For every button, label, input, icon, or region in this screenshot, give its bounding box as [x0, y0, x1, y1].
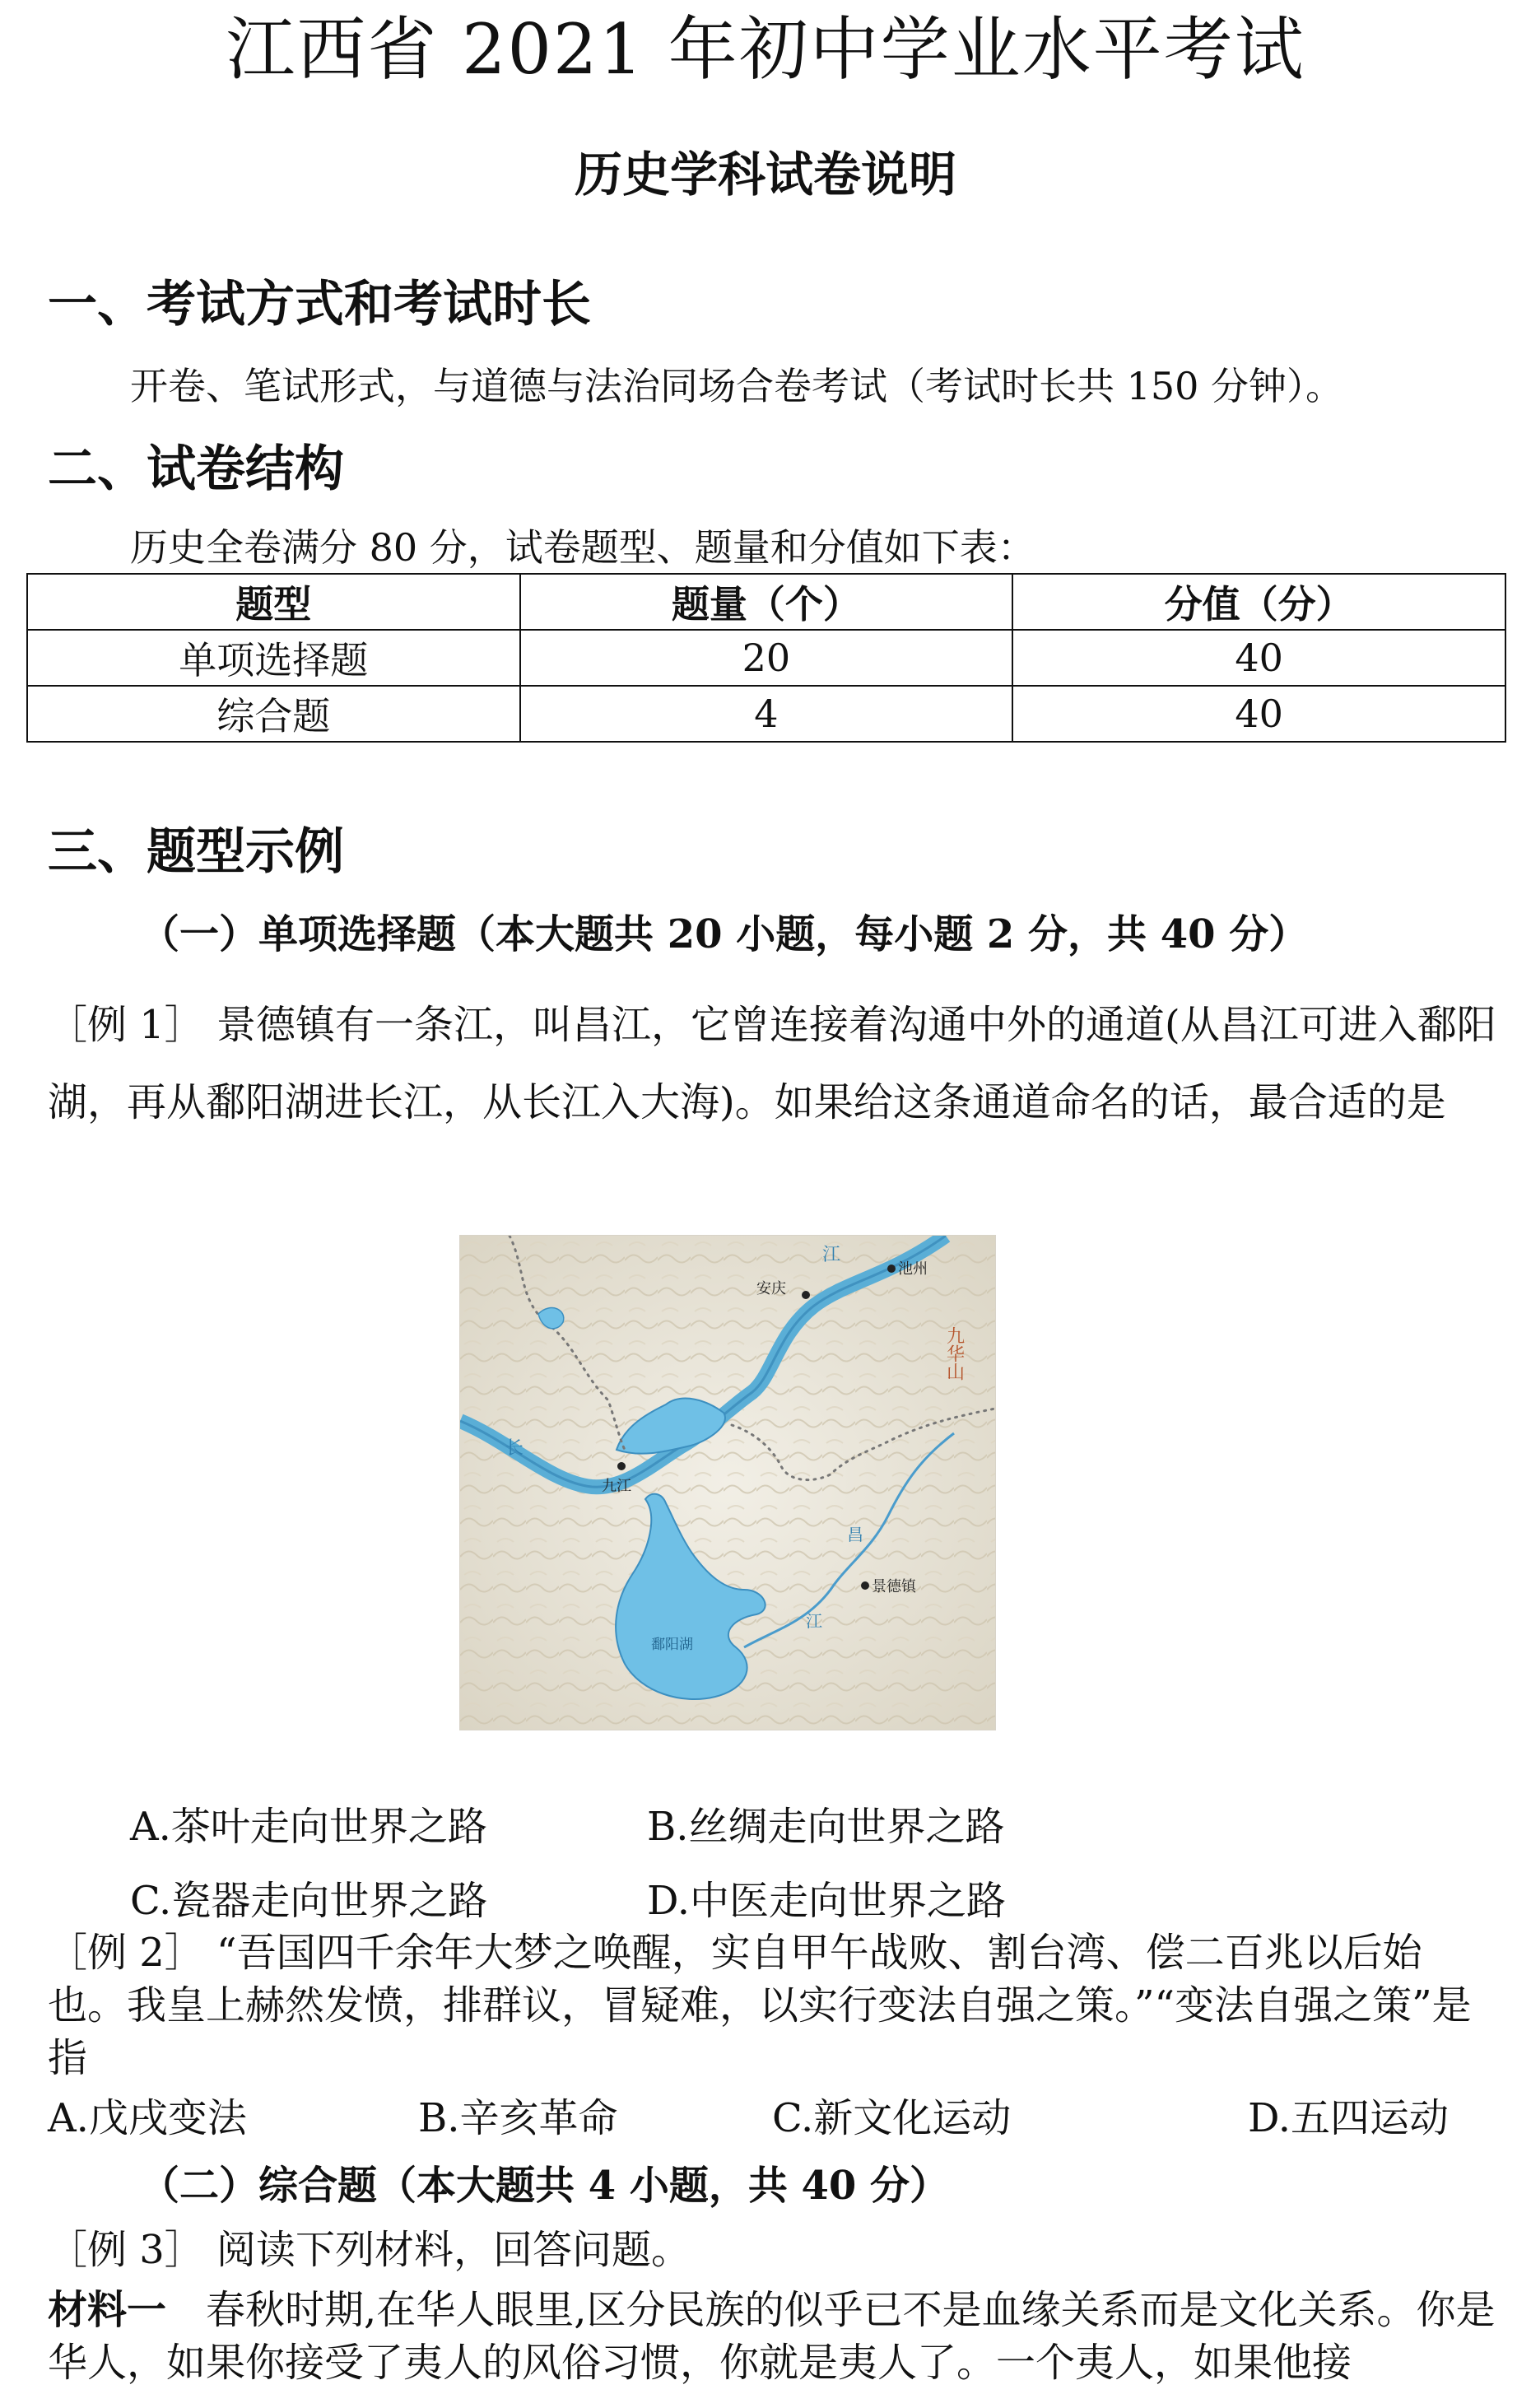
section-1-text: 开卷、笔试形式，与道德与法治同场合卷考试（考试时长共 150 分钟）。 [130, 364, 1344, 408]
table-header-cell: 分值（分） [1012, 574, 1505, 630]
map-label-jingdezhen: 景德镇 [872, 1578, 916, 1595]
section-2-heading: 二、试卷结构 [48, 440, 344, 498]
example-1-stem: ［例 1］ 景德镇有一条江，叫昌江，它曾连接着沟通中外的通道(从昌江可进入鄱阳湖，再从鄱阳湖进长江，从长江入大海)。如果给这条通道命名的话，最合适的是 [48, 1002, 1496, 1125]
table-cell: 40 [1012, 630, 1505, 686]
table-cell: 综合题 [27, 686, 520, 742]
example-1-option-b: B.丝绸走向世界之路 [647, 1804, 1005, 1850]
map-label-poyang: 鄱阳湖 [651, 1637, 693, 1653]
document-title: 江西省 2021 年初中学业水平考试 [226, 9, 1305, 90]
table-header-cell: 题型 [27, 574, 520, 630]
exam-structure-table [26, 573, 1506, 743]
table-header-row [27, 574, 1505, 630]
material-text: 春秋时期,在华人眼里,区分民族的似乎已不是血缘关系而是文化关系。你是华人，如果你接受了夷人的风俗习惯，你就是夷人了。一个夷人，如果他接 [48, 2287, 1496, 2386]
map-label-jiuhua: 九华山 [943, 1326, 965, 1381]
table-row [27, 686, 1505, 742]
map-label-jiang2: 江 [806, 1611, 822, 1631]
example-1-option-a: A.茶叶走向世界之路 [130, 1804, 487, 1850]
map-illustration [460, 1236, 995, 1730]
example-3-stem: ［例 3］ 阅读下列材料，回答问题。 [48, 2227, 691, 2273]
example-2-option-a: A.戊戌变法 [48, 2095, 247, 2141]
document-subtitle: 历史学科试卷说明 [574, 147, 956, 203]
example-2-option-b: B.辛亥革命 [418, 2095, 618, 2141]
part-2-heading: （二）综合题（本大题共 4 小题，共 40 分） [140, 2163, 950, 2209]
map-label-chang2: 昌 [847, 1525, 863, 1544]
table-cell: 4 [520, 686, 1013, 742]
section-3-heading: 三、题型示例 [48, 823, 344, 881]
section-1-heading: 一、考试方式和考试时长 [48, 276, 591, 333]
example-1-option-d: D.中医走向世界之路 [647, 1878, 1007, 1924]
example-2-stem: ［例 2］ “吾国四千余年大梦之唤醒，实自甲午战败、割台湾、偿二百兆以后始也。我皇上赫然发愤，排群议，冒疑难，以实行变法自强之策。”“变法自强之策”是指 [48, 1930, 1472, 2081]
table-header-cell: 题量（个） [520, 574, 1013, 630]
map-label-chang-river: 长 [505, 1438, 524, 1459]
example-3-material [48, 2284, 1496, 2389]
example-2-option-c: C.新文化运动 [772, 2095, 1012, 2141]
table-cell: 40 [1012, 686, 1505, 742]
map-label-jiujiang: 九江 [602, 1478, 631, 1495]
table-cell: 单项选择题 [27, 630, 520, 686]
map-label-jiang-river: 江 [822, 1245, 841, 1265]
table-row [27, 630, 1505, 686]
part-1-heading: （一）单项选择题（本大题共 20 小题，每小题 2 分，共 40 分） [140, 911, 1309, 957]
example-1-option-c: C.瓷器走向世界之路 [130, 1878, 488, 1924]
poyang-lake-map [459, 1235, 996, 1730]
map-label-chizhou: 池州 [898, 1260, 928, 1278]
section-2-intro: 历史全卷满分 80 分，试卷题型、题量和分值如下表： [130, 525, 1035, 570]
example-2-option-d: D.五四运动 [1248, 2095, 1450, 2141]
map-label-anqing: 安庆 [756, 1280, 786, 1297]
material-label: 材料一 [48, 2287, 167, 2333]
table-cell: 20 [520, 630, 1013, 686]
